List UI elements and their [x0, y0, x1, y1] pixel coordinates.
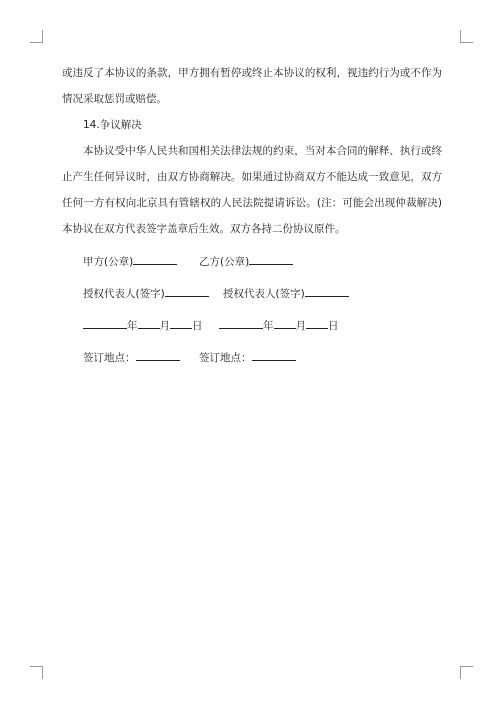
party-b-place-label: 签订地点： — [199, 352, 252, 364]
party-a-seal-label: 甲方(公章) — [83, 256, 134, 268]
signature-row-place — [62, 342, 442, 374]
party-a-day-blank — [170, 318, 192, 329]
party-a-seal-blank — [133, 254, 177, 265]
party-a-day-label: 日 — [192, 320, 203, 332]
party-a-place-blank — [136, 350, 180, 361]
party-b-day-blank — [306, 318, 328, 329]
party-b-place-field — [199, 342, 296, 374]
party-a-rep-label: 授权代表人(签字) — [83, 288, 165, 300]
party-a-place-label: 签订地点： — [83, 352, 136, 364]
party-a-date-field — [83, 310, 219, 342]
crop-mark-bottom-left — [30, 666, 43, 679]
signature-row-representative — [62, 278, 442, 310]
crop-mark-top-right — [460, 30, 473, 43]
paragraph-continuation: 或违反了本协议的条款，甲方拥有暂停或终止本协议的权利，视违约行为或不作为情况采取惩罚或赔偿。 — [62, 67, 442, 105]
party-b-seal-field — [199, 246, 293, 278]
party-b-seal-label: 乙方(公章) — [199, 256, 250, 268]
document-body — [62, 60, 442, 374]
crop-mark-top-left — [30, 30, 43, 43]
party-b-year-label: 年 — [263, 320, 274, 332]
signature-row-date — [62, 310, 442, 342]
party-a-year-label: 年 — [127, 320, 138, 332]
crop-mark-bottom-right — [460, 666, 473, 679]
party-b-day-label: 日 — [328, 320, 339, 332]
section-heading-dispute-resolution: 14.争议解决 — [83, 119, 142, 131]
party-a-month-label: 月 — [159, 320, 170, 332]
party-b-month-blank — [274, 318, 296, 329]
party-a-rep-blank — [165, 286, 209, 297]
party-b-date-field — [219, 310, 339, 342]
party-b-seal-blank — [249, 254, 293, 265]
party-b-year-blank — [219, 318, 263, 329]
paragraph-dispute-resolution: 本协议受中华人民共和国相关法律法规的约束，当对本合同的解释、执行或终止产生任何异议时，由双方协商解决。如果通过协商双方不能达成一致意见，双方任何一方有权向北京具有管辖权的人民法院提请诉讼。(注：可能会出现仲裁解决)本协议在双方代表签字盖章后生效。双方各持二份协议原件。 — [62, 145, 442, 235]
party-b-month-label: 月 — [295, 320, 306, 332]
party-b-place-blank — [252, 350, 296, 361]
party-b-rep-label: 授权代表人(签字) — [223, 288, 305, 300]
party-a-rep-field — [83, 278, 223, 310]
party-b-rep-field — [223, 278, 349, 310]
party-a-year-blank — [83, 318, 127, 329]
signature-row-seal — [62, 246, 442, 278]
party-a-month-blank — [138, 318, 160, 329]
party-b-rep-blank — [305, 286, 349, 297]
party-a-seal-field — [83, 246, 199, 278]
party-a-place-field — [83, 342, 199, 374]
